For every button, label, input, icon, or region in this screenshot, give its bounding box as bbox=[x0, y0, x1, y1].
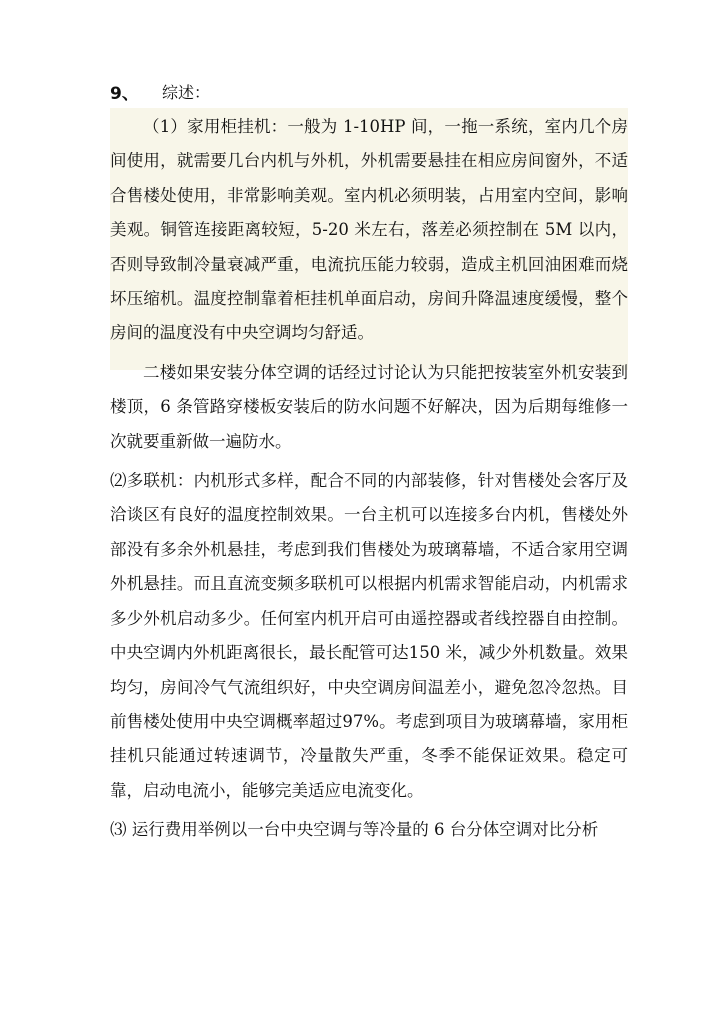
section-heading bbox=[110, 78, 210, 104]
paragraph-operating-cost: ⑶ 运行费用举例以一台中央空调与等冷量的 6 台分体空调对比分析 bbox=[110, 820, 599, 840]
section-number: 9、 bbox=[110, 83, 139, 104]
paragraph-second-floor: 二楼如果安装分体空调的话经过讨论认为只能把按装室外机安装到楼顶，6 条管路穿楼板安装后的防水问题不好解决，因为后期每维修一次就要重新做一遍防水。 bbox=[110, 362, 628, 451]
paragraph-multi-split: ⑵多联机：内机形式多样，配合不同的内部装修，针对售楼处会客厅及洽谈区有良好的温度控制效果。一台主机可以连接多台内机，售楼处外部没有多余外机悬挂，考虑到我们售楼处为玻璃幕墙，不适合家用空调外机悬挂。而且直流变频多联机可以根据内机需求智能启动，内机需求多少外机启动多少。任何室内机开启可由遥控器或者线控器自由控制。中央空调内外机距离很长，最长配管可达150 米，减少外机数量。效果均匀，房间冷气气流组织好，中央空调房间温差小，避免忽冷忽热。目前售楼处使用中央空调概率超过97%。考虑到项目为玻璃幕墙，家用柜挂机只能通过转速调节，冷量散失严重，冬季不能保证效果。稳定可靠，启动电流小，能够完美适应电流变化。 bbox=[110, 471, 628, 800]
section-title: 综述： bbox=[162, 82, 211, 102]
document-body bbox=[110, 110, 628, 853]
paragraph-household-ac: （1）家用柜挂机：一般为 1-10HP 间，一拖一系统，室内几个房间使用，就需要几台内机与外机，外机需要悬挂在相应房间窗外，不适合售楼处使用，非常影响美观。室内机必须明装，占用室内空间，影响美观。铜管连接距离较短，5-20 米左右，落差必须控制在 5M 以内，否则导致制冷量衰减严重，电流抗压能力较弱，造成主机回油困难而烧坏压缩机。温度控制靠着柜挂机单面启动，房间升降温速度缓慢，整个房间的温度没有中央空调均匀舒适。 bbox=[110, 117, 628, 343]
